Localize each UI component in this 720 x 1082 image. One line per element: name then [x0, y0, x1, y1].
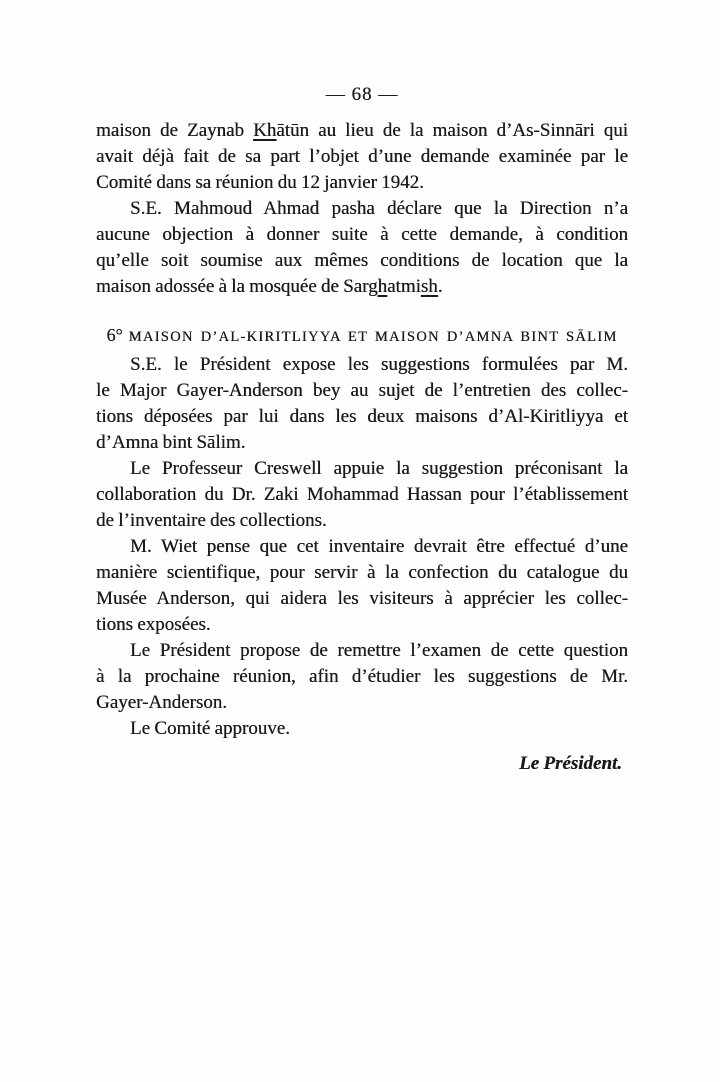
text-line — [96, 248, 628, 274]
underlined-transliteration: sh — [420, 276, 438, 297]
text-run: Musée Anderson, qui aidera les visiteurs à apprécier les collec- — [96, 588, 628, 609]
text-run: aucune objection à donner suite à cette demande, à condition — [96, 224, 628, 245]
text-run: avait déjà fait de sa part l’objet d’une demande examinée par le — [96, 146, 628, 167]
page-text — [96, 118, 628, 777]
text-run: S.E. Mahmoud Ahmad pasha déclare que la Direction n’a — [130, 198, 628, 219]
text-run: d’Amna bint Sālim. — [96, 432, 246, 453]
text-run: de l’inventaire des collections. — [96, 510, 327, 531]
section-number: 6° — [106, 325, 123, 345]
text-line — [96, 534, 628, 560]
text-run: Le Comité approuve. — [130, 718, 290, 739]
text-line — [96, 664, 628, 690]
paragraph — [96, 534, 628, 638]
paragraph — [96, 638, 628, 716]
text-line — [96, 690, 628, 716]
text-run: . — [437, 276, 443, 297]
text-line — [96, 508, 628, 534]
text-run: M. Wiet pense que cet inventaire devrait être effectué d’une — [130, 536, 628, 557]
text-line — [96, 482, 628, 508]
text-run: S.E. le Président expose les suggestions formulées par M. — [130, 354, 628, 375]
text-line — [96, 612, 628, 638]
text-run: maison de Zaynab — [96, 120, 254, 141]
text-line — [96, 560, 628, 586]
text-run: qu’elle soit soumise aux mêmes conditions de location que la — [96, 250, 628, 271]
section-heading — [96, 322, 628, 348]
text-run: Gayer-Anderson. — [96, 692, 227, 713]
text-line — [96, 118, 628, 144]
text-run: le Major Gayer-Anderson bey au sujet de l’entretien des collec- — [96, 380, 628, 401]
text-run: ātūn au lieu de la maison d’As-Sinnāri qui — [276, 120, 628, 141]
underlined-transliteration: gh — [368, 276, 388, 297]
text-run: tions exposées. — [96, 614, 211, 635]
text-line — [96, 716, 628, 742]
text-run: Comité dans sa réunion du 12 janvier 1942. — [96, 172, 424, 193]
text-run: Le Président propose de remettre l’examen de cette question — [130, 640, 628, 661]
text-line — [96, 144, 628, 170]
text-run: collaboration du Dr. Zaki Mohammad Hassan pour l’établissement — [96, 484, 628, 505]
text-line — [96, 378, 628, 404]
paragraph — [96, 352, 628, 456]
text-line — [96, 430, 628, 456]
text-line — [96, 638, 628, 664]
paragraph — [96, 716, 628, 742]
section-title: MAISON D’AL-KIRITLIYYA ET MAISON D’AMNA BINT SĀLIM — [128, 329, 618, 345]
text-run: tions déposées par lui dans les deux maisons d’Al-Kiritliyya et — [96, 406, 628, 427]
text-run: Le Professeur Creswell appuie la suggestion préconisant la — [130, 458, 628, 479]
text-run: maison adossée à la mosquée de Sar — [96, 276, 369, 297]
text-run: manière scientifique, pour servir à la confection du catalogue du — [96, 562, 628, 583]
underlined-transliteration: Kh — [253, 120, 277, 141]
text-line — [96, 586, 628, 612]
paragraph — [96, 456, 628, 534]
text-line — [96, 352, 628, 378]
text-line — [96, 404, 628, 430]
text-line — [96, 222, 628, 248]
paragraph — [96, 196, 628, 300]
page-number: — 68 — — [325, 84, 399, 105]
text-line — [96, 274, 628, 300]
signature: Le Président. — [519, 753, 622, 774]
text-run: à la prochaine réunion, afin d’étudier les suggestions de Mr. — [96, 666, 628, 687]
text-line — [96, 456, 628, 482]
text-run: atmi — [387, 276, 421, 297]
paragraph — [96, 118, 628, 196]
text-line — [96, 170, 628, 196]
text-line — [96, 196, 628, 222]
